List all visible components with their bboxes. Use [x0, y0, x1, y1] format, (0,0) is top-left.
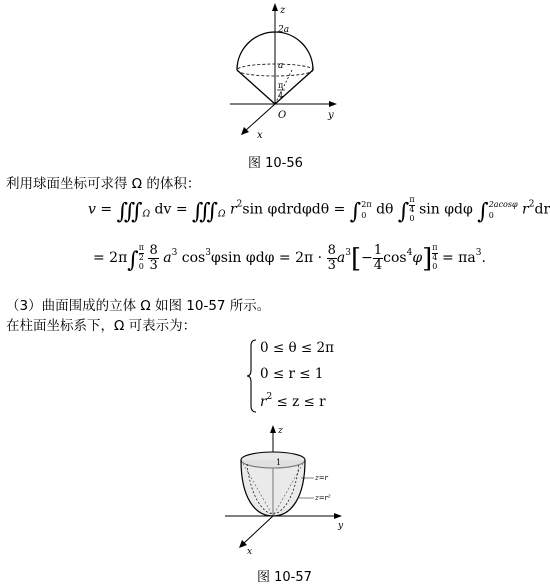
eq1-int-theta: ∫: [349, 199, 362, 225]
system-line-3: [260, 392, 326, 410]
origin-label: O: [278, 110, 287, 121]
label-z-eq-r: z=r: [315, 474, 328, 482]
z-axis-arrow: [272, 3, 278, 11]
eq2-cos4-sup: 4: [406, 248, 413, 259]
eq2-cos4: cos: [383, 250, 407, 267]
eq2-eval-upper-den: 4: [432, 253, 438, 263]
eq1-int-r-upper: 2acosφ: [488, 199, 518, 209]
eq1-triple-integral-2: ∭: [192, 199, 219, 225]
eq2-phi: φ: [412, 250, 423, 267]
eq2-eval-upper-num: π: [432, 243, 438, 253]
system-brace: [246, 338, 258, 414]
y-axis-label-2: y: [338, 521, 344, 531]
eq2-bracket-close: ]: [422, 244, 433, 275]
eq1-t1-body: dv: [154, 201, 172, 218]
eq1-int-r-body: r: [522, 201, 529, 218]
z-axis-label: z: [280, 5, 286, 16]
eq1-int-phi-body: sin φdφ: [419, 201, 473, 218]
y-axis-label: y: [328, 110, 334, 121]
eq2-frac3-num: 1: [373, 243, 383, 258]
eq2-mid3: φsin φdφ = 2π ·: [210, 250, 323, 267]
eq1-t2-body: r: [229, 201, 237, 218]
eq1-int-theta-upper: 2π: [361, 199, 372, 209]
equation-line-2: [93, 244, 486, 274]
eq2-result-sup: 3: [475, 248, 482, 259]
x-axis: [245, 104, 275, 131]
z-axis-label-2: z: [278, 426, 283, 436]
eq2-frac1-num: 8: [149, 243, 158, 258]
label-a: a: [278, 61, 284, 71]
label-1: 1: [276, 458, 282, 467]
eq2-result: = πa: [442, 250, 476, 267]
eq2-mid2: cos: [181, 250, 206, 267]
eq2-upper-den: 2: [138, 253, 144, 263]
eq2-int: ∫: [127, 248, 139, 274]
eq2-upper-num: π: [138, 243, 145, 253]
paragraph-cylindrical: 在柱面坐标系下，Ω 可表示为：: [6, 318, 197, 334]
eq2-end: .: [481, 250, 486, 267]
paragraph-volume-intro: 利用球面坐标可求得 Ω 的体积：: [6, 176, 201, 192]
eq1-int-r: ∫: [477, 199, 489, 225]
figure-10-57: [225, 420, 355, 560]
eq2-lower: 0: [138, 262, 144, 272]
x-axis-label: x: [257, 130, 263, 141]
paragraph-part3-intro: （3）曲面围成的立体 Ω 如图 10-57 所示。: [6, 298, 271, 314]
eq2-bracket-open: [: [350, 244, 362, 275]
eq1-int-theta-body: dθ: [376, 201, 394, 218]
eq1-int-phi: ∫: [397, 199, 410, 225]
eq2-mid: a: [163, 250, 172, 267]
eq1-t2-sup: 2: [236, 199, 243, 210]
eq1-t2-rest: sin φdrdφdθ: [242, 201, 330, 218]
eq2-pre: = 2π: [93, 250, 128, 267]
eq1-int-theta-lower: 0: [361, 210, 367, 220]
x-axis-2: [243, 516, 273, 544]
system-line3-rest: ≤ z ≤ r: [272, 394, 326, 410]
paraboloid-bowl: [241, 460, 305, 516]
system-line-1: 0 ≤ θ ≤ 2π: [260, 340, 334, 356]
figure-caption-10-57: 图 10-57: [257, 570, 312, 585]
eq1-t2-sub: Ω: [218, 209, 226, 220]
eq1-int-phi-upper-den: 4: [409, 204, 415, 214]
angle-den: 4: [278, 91, 284, 100]
eq2-a: a: [336, 250, 346, 267]
eq2-a-sup: 3: [345, 248, 351, 259]
x-axis-label-2: x: [247, 547, 253, 557]
eq1-int-r-d: dr: [534, 201, 550, 218]
eq2-frac2-den: 3: [327, 257, 336, 273]
system-line3-r: r: [260, 394, 267, 410]
angle-num: π: [278, 81, 284, 90]
equation-line-1: $v = ∭_\Omega$ dv = $∭_\Omega$ $r^2\sin$ φdrdφdθ = ∫ 2π 0 dθ ∫ π 4 0 sin φdφ ∫ 2acosφ 0 $r^2dr$: [88, 195, 550, 225]
eq1-int-r-sup: 2: [528, 199, 535, 210]
eq1-t1-sub: Ω: [142, 209, 151, 220]
figure-10-56: [220, 0, 350, 145]
eq2-frac1-den: 3: [149, 257, 158, 273]
eq1-int-phi-lower: 0: [409, 213, 415, 223]
eq2-eval-lower: 0: [432, 262, 438, 272]
eq2-mid2-sup: 3: [205, 248, 211, 259]
eq2-frac2-num: 8: [327, 243, 336, 258]
eq2-mid-sup: 3: [171, 248, 178, 259]
system-line-2: 0 ≤ r ≤ 1: [260, 366, 324, 382]
label-2a: 2a: [278, 25, 290, 35]
label-z-eq-r2: z=r²: [315, 494, 331, 502]
y-axis-arrow-2: [334, 513, 342, 519]
y-axis-arrow: [329, 101, 337, 107]
eq2-bracket-minus: −: [361, 250, 373, 267]
eq1-lhs: v: [88, 201, 96, 218]
eq2-frac3-den: 4: [373, 257, 383, 273]
z-axis-arrow-2: [270, 425, 276, 433]
eq1-triple-integral-1: ∭: [116, 199, 143, 225]
figure-caption-10-56: 图 10-56: [248, 156, 303, 171]
eq1-int-r-lower: 0: [488, 210, 494, 220]
system-line3-sup: 2: [266, 392, 273, 402]
eq1-int-phi-upper-num: π: [409, 195, 415, 204]
